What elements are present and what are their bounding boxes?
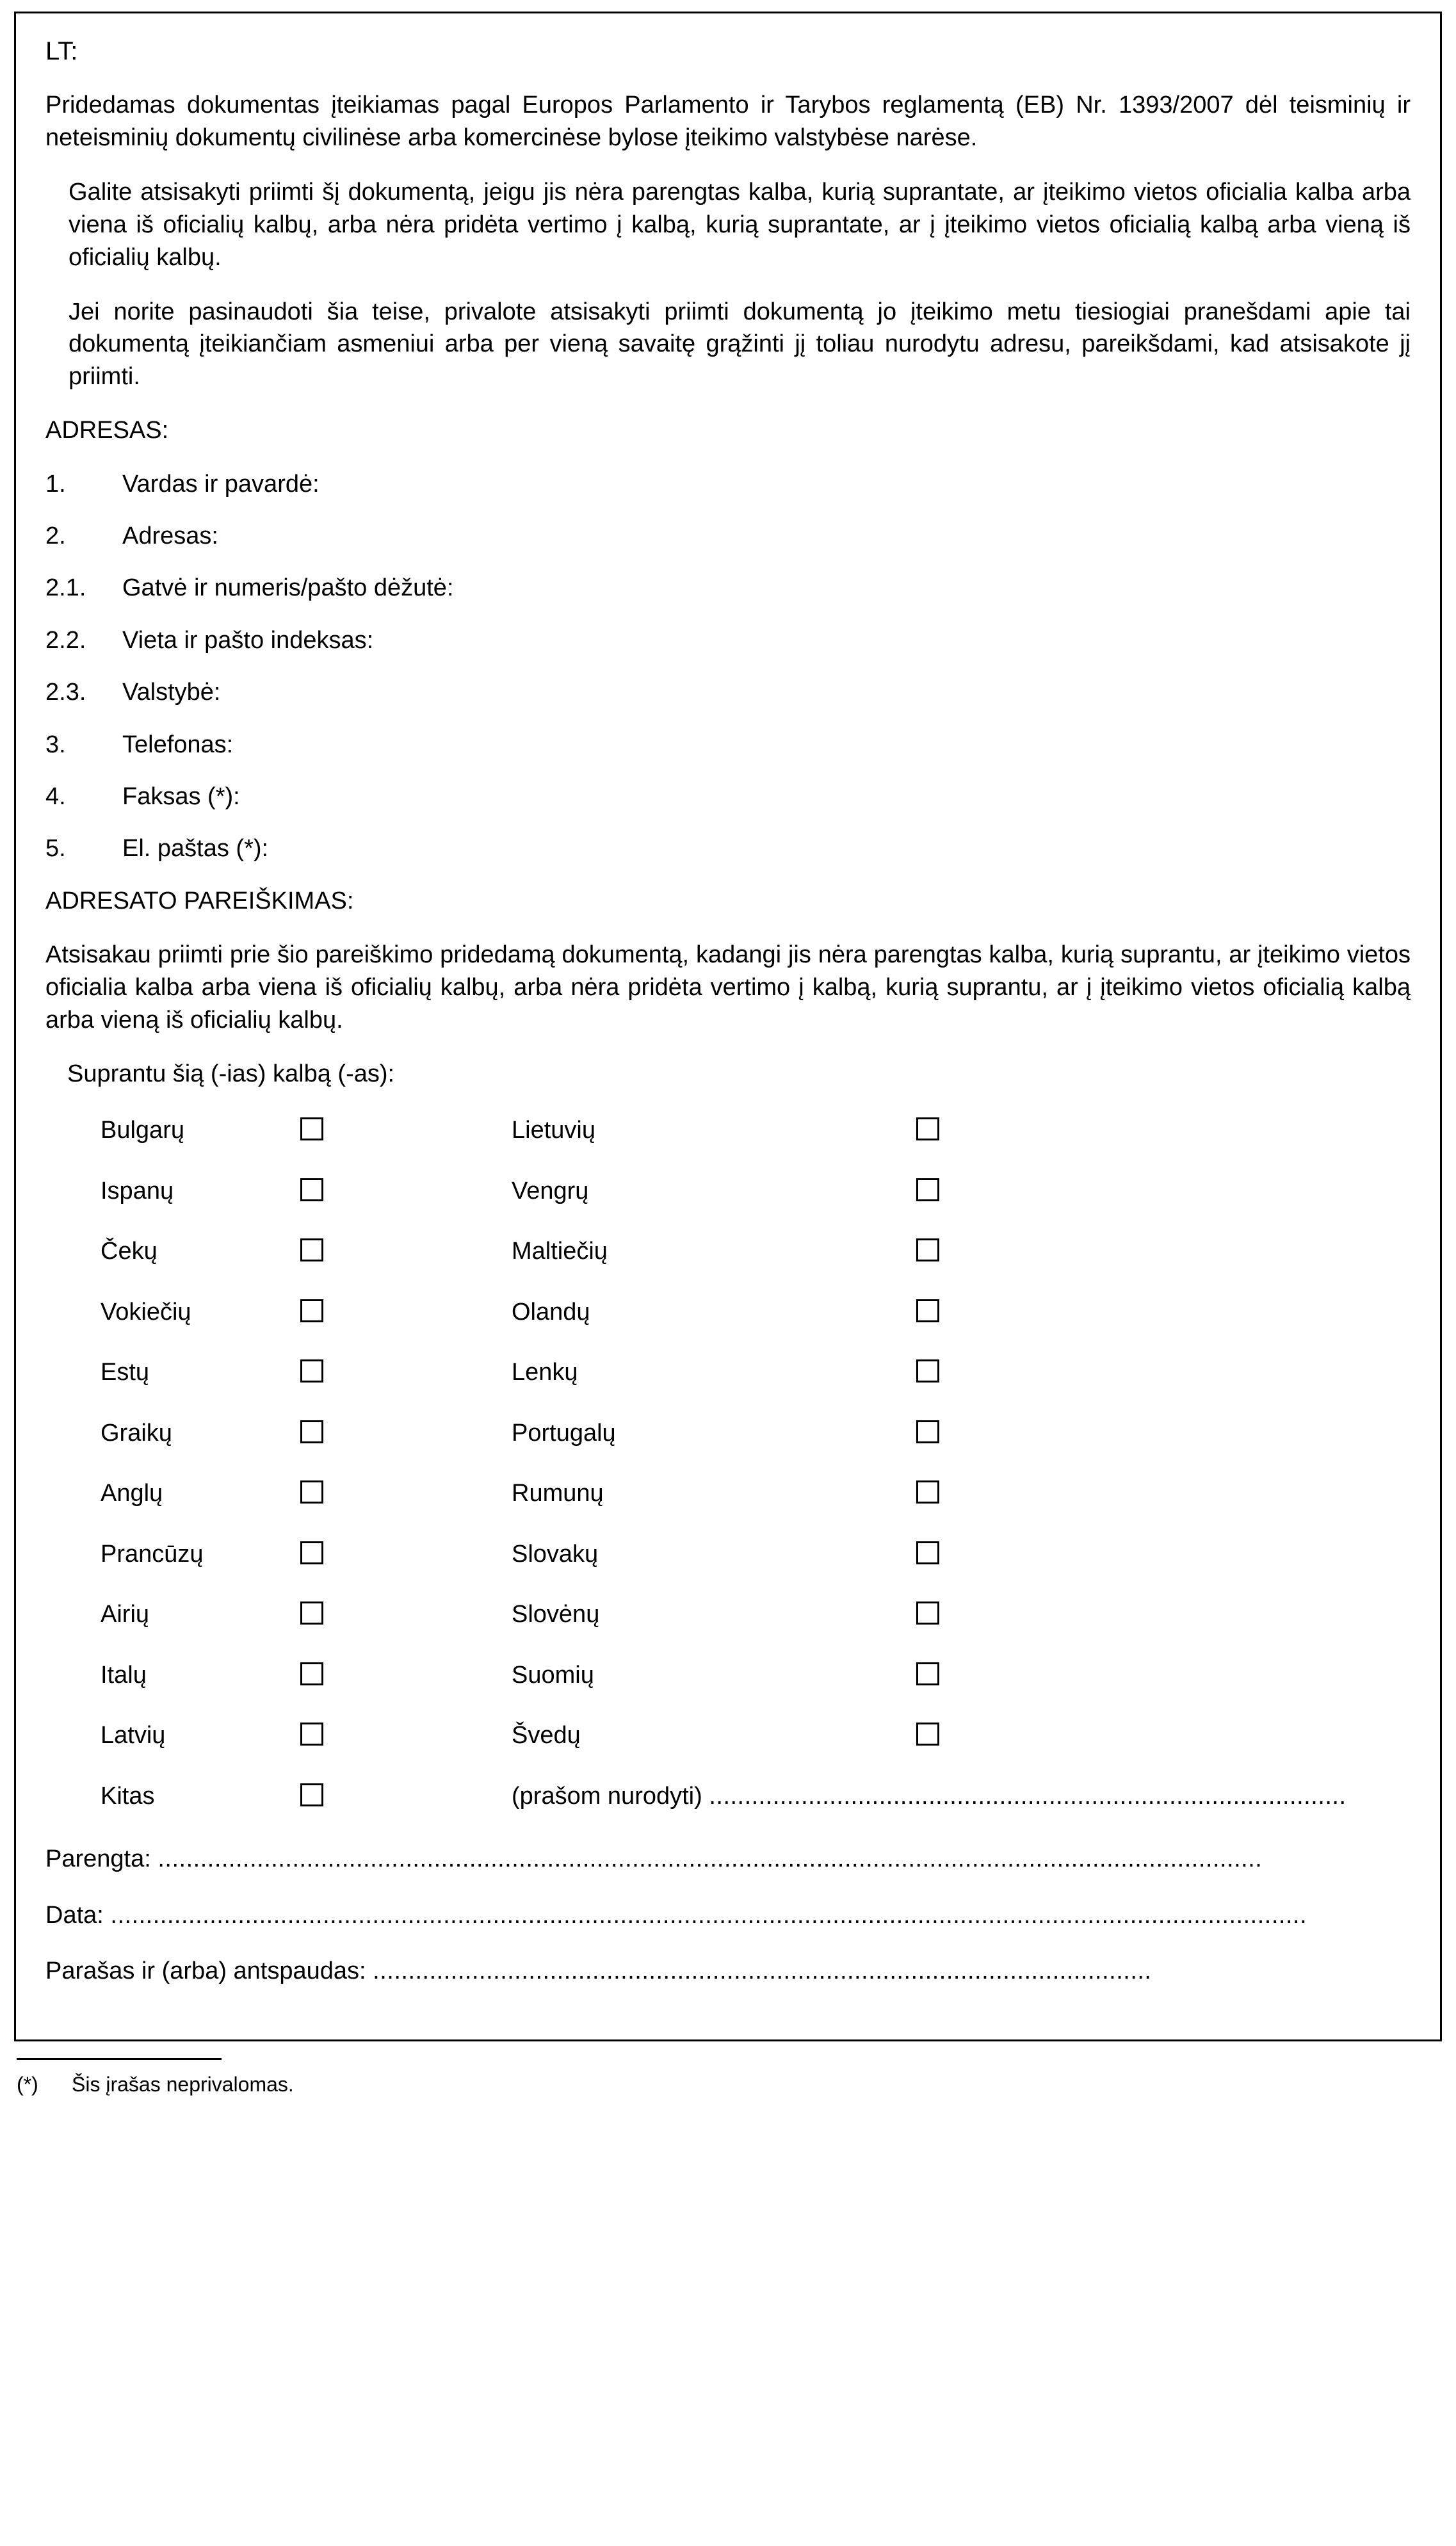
other-language-label: Kitas xyxy=(101,1782,155,1810)
address-item-1 xyxy=(45,469,1411,500)
footnote-divider xyxy=(17,2058,222,2060)
checkbox-icon[interactable] xyxy=(300,1359,323,1382)
checkbox-icon[interactable] xyxy=(300,1238,323,1261)
checkbox-icon[interactable] xyxy=(916,1480,939,1504)
language-label-left: Estų xyxy=(101,1359,150,1386)
language-row xyxy=(101,1358,1347,1418)
address-item-number: 2.3. xyxy=(45,679,86,706)
checkbox-icon[interactable] xyxy=(300,1723,323,1746)
language-label-left: Latvių xyxy=(101,1722,166,1749)
language-checkbox-right-cell[interactable] xyxy=(909,1115,1347,1176)
signature-field[interactable] xyxy=(45,1956,1411,1987)
date-dots[interactable]: ......................................................................................................................................................................... xyxy=(110,1901,1307,1929)
footnote-area xyxy=(14,2058,1442,2098)
address-item-number: 5. xyxy=(45,835,66,863)
language-label-left: Graikų xyxy=(101,1419,172,1447)
language-checkbox-right-cell[interactable] xyxy=(909,1539,1347,1600)
checkbox-icon[interactable] xyxy=(916,1117,939,1140)
address-item-number: 2.2. xyxy=(45,626,86,654)
refusal-paragraph: Galite atsisakyti priimti šį dokumentą, jeigu jis nėra parengtas kalba, kurią suprantate, ar įteikimo vietos oficialia kalba arba viena iš oficialių kalbų, arba nėra pridėta vertimo į kalbą, kurią suprantate, ar į įteikimo vietos oficialią kalbą arba vieną iš oficialių kalbų. xyxy=(69,178,1411,271)
language-checkbox-right-cell[interactable] xyxy=(909,1600,1347,1660)
language-checkbox-right-cell[interactable] xyxy=(909,1660,1347,1721)
address-item-2 xyxy=(45,521,1411,552)
language-row xyxy=(101,1600,1347,1660)
language-checkbox-left-cell[interactable] xyxy=(293,1660,512,1721)
language-label-right: Portugalų xyxy=(512,1419,616,1447)
checkbox-icon[interactable] xyxy=(300,1601,323,1625)
checkbox-icon[interactable] xyxy=(300,1541,323,1564)
prepared-field[interactable] xyxy=(45,1844,1411,1875)
language-row xyxy=(101,1539,1347,1600)
address-item-label: Valstybė: xyxy=(122,679,221,706)
language-checkbox-left-cell[interactable] xyxy=(293,1358,512,1418)
signature-label: Parašas ir (arba) antspaudas: xyxy=(45,1958,366,1985)
declaration-paragraph: Atsisakau priimti prie šio pareiškimo pridedamą dokumentą, kadangi jis nėra parengtas kalba, kurią suprantu, ar įteikimo vietos oficialia kalba arba viena iš oficialių kalbų, arba nėra pridėta vertimo į kalbą, kurią suprantu, ar į įteikimo vietos oficialią kalbą arba vieną iš oficialių kalbų. xyxy=(45,941,1411,1034)
checkbox-icon[interactable] xyxy=(916,1541,939,1564)
language-label-right: Slovėnų xyxy=(512,1601,600,1628)
language-checkbox-right-cell[interactable] xyxy=(909,1237,1347,1297)
language-row xyxy=(101,1721,1347,1781)
date-field[interactable] xyxy=(45,1900,1411,1931)
language-checkbox-left-cell[interactable] xyxy=(293,1237,512,1297)
checkbox-icon[interactable] xyxy=(300,1420,323,1443)
checkbox-icon[interactable] xyxy=(300,1117,323,1140)
language-label-left: Bulgarų xyxy=(101,1117,184,1144)
language-row xyxy=(101,1176,1347,1237)
language-checkbox-left-cell[interactable] xyxy=(293,1176,512,1237)
language-label-right: Švedų xyxy=(512,1722,581,1749)
language-label-left: Vokiečių xyxy=(101,1298,191,1326)
language-row xyxy=(101,1418,1347,1479)
language-label-right: Suomių xyxy=(512,1661,594,1689)
prepared-label: Parengta: xyxy=(45,1845,151,1873)
address-item-3 xyxy=(45,729,1411,761)
address-item-label: Vardas ir pavardė: xyxy=(122,470,320,498)
language-label-left: Anglų xyxy=(101,1480,163,1507)
language-checkbox-left-cell[interactable] xyxy=(293,1297,512,1358)
prepared-dots[interactable]: ............................................................................................................................................................ xyxy=(158,1845,1263,1873)
other-language-specify-cell[interactable] xyxy=(512,1781,1347,1819)
form-border-box xyxy=(14,12,1442,2041)
checkbox-icon[interactable] xyxy=(916,1238,939,1261)
language-checkbox-right-cell[interactable] xyxy=(909,1176,1347,1237)
declaration-title: ADRESATO PAREIŠKIMAS: xyxy=(45,887,354,914)
checkbox-icon[interactable] xyxy=(916,1662,939,1685)
address-item-number: 3. xyxy=(45,731,66,758)
language-checkbox-left-cell[interactable] xyxy=(293,1115,512,1176)
language-checkbox-right-cell[interactable] xyxy=(909,1721,1347,1781)
intro-paragraph: Pridedamas dokumentas įteikiamas pagal Europos Parlamento ir Tarybos reglamentą (EB) Nr. 1393/2007 dėl teisminių ir neteisminių dokumentų civilinėse arba komercinėse bylose įteikimo valstybėse narėse. xyxy=(45,92,1411,151)
address-item-5 xyxy=(45,833,1411,864)
address-item-2-2 xyxy=(45,625,1411,656)
address-fields-list xyxy=(45,469,1411,865)
language-label-right: Lietuvių xyxy=(512,1117,595,1144)
address-item-number: 4. xyxy=(45,782,66,810)
address-item-label: Telefonas: xyxy=(122,731,234,758)
checkbox-icon[interactable] xyxy=(300,1662,323,1685)
language-checkbox-left-cell[interactable] xyxy=(293,1418,512,1479)
checkbox-icon[interactable] xyxy=(916,1723,939,1746)
address-item-4 xyxy=(45,781,1411,813)
other-language-row xyxy=(101,1781,1347,1819)
language-label-left: Čekų xyxy=(101,1238,158,1265)
language-row xyxy=(101,1237,1347,1297)
language-row xyxy=(101,1115,1347,1176)
other-specify-label: (prašom nurodyti) xyxy=(512,1782,702,1810)
language-checkbox-right-cell[interactable] xyxy=(909,1418,1347,1479)
language-label-left: Prancūzų xyxy=(101,1540,204,1568)
date-label: Data: xyxy=(45,1901,104,1929)
language-label-right: Lenkų xyxy=(512,1359,578,1386)
language-row xyxy=(101,1479,1347,1539)
language-checkbox-left-cell[interactable] xyxy=(293,1600,512,1660)
footnote-text: Šis įrašas neprivalomas. xyxy=(72,2073,294,2096)
language-checkbox-right-cell[interactable] xyxy=(909,1479,1347,1539)
language-checkbox-left-cell[interactable] xyxy=(293,1539,512,1600)
address-item-label: Gatvė ir numeris/pašto dėžutė: xyxy=(122,574,454,602)
language-code: LT: xyxy=(45,37,78,65)
language-label-right: Rumunų xyxy=(512,1480,604,1507)
language-label-right: Olandų xyxy=(512,1298,590,1326)
other-language-checkbox-cell[interactable] xyxy=(293,1781,512,1819)
language-row xyxy=(101,1660,1347,1721)
checkbox-icon[interactable] xyxy=(916,1420,939,1443)
language-checkbox-left-cell[interactable] xyxy=(293,1721,512,1781)
language-label-left: Airių xyxy=(101,1601,150,1628)
address-item-number: 1. xyxy=(45,470,66,498)
footnote xyxy=(17,2072,1442,2098)
language-checkbox-grid xyxy=(101,1115,1347,1818)
checkbox-icon[interactable] xyxy=(916,1601,939,1625)
checkbox-icon[interactable] xyxy=(300,1783,323,1806)
address-item-number: 2.1. xyxy=(45,574,86,602)
language-label-left: Italų xyxy=(101,1661,147,1689)
address-item-2-1 xyxy=(45,572,1411,604)
address-item-label: Adresas: xyxy=(122,523,218,550)
checkbox-icon[interactable] xyxy=(300,1299,323,1322)
language-label-left: Ispanų xyxy=(101,1177,174,1204)
language-checkbox-left-cell[interactable] xyxy=(293,1479,512,1539)
language-label-right: Maltiečių xyxy=(512,1238,608,1265)
language-checkbox-right-cell[interactable] xyxy=(909,1358,1347,1418)
address-item-label: Vieta ir pašto indeksas: xyxy=(122,626,374,654)
language-row xyxy=(101,1297,1347,1358)
signature-fields xyxy=(45,1844,1411,1987)
other-specify-dots[interactable]: .......................................................................................... xyxy=(709,1782,1347,1810)
signature-dots[interactable]: .............................................................................................................. xyxy=(373,1958,1152,1985)
checkbox-icon[interactable] xyxy=(916,1359,939,1382)
checkbox-icon[interactable] xyxy=(916,1299,939,1322)
address-item-label: Faksas (*): xyxy=(122,782,240,810)
checkbox-icon[interactable] xyxy=(916,1178,939,1201)
language-label-right: Slovakų xyxy=(512,1540,599,1568)
language-label-right: Vengrų xyxy=(512,1177,589,1204)
understand-label: Suprantu šią (-ias) kalbą (-as): xyxy=(67,1060,395,1087)
address-item-2-3 xyxy=(45,677,1411,708)
language-checkbox-right-cell[interactable] xyxy=(909,1297,1347,1358)
address-item-number: 2. xyxy=(45,523,66,550)
checkbox-icon[interactable] xyxy=(300,1178,323,1201)
footnote-marker: (*) xyxy=(17,2073,38,2096)
address-label: ADRESAS: xyxy=(45,417,169,444)
address-item-label: El. paštas (*): xyxy=(122,835,269,863)
procedure-paragraph: Jei norite pasinaudoti šia teise, privalote atsisakyti priimti dokumentą jo įteikimo metu tiesiogiai pranešdami apie tai dokumentą įteikiančiam asmeniui arba per vieną savaitę grąžinti jį toliau nurodytu adresu, pareikšdami, kad atsisakote jį priimti. xyxy=(69,298,1411,391)
checkbox-icon[interactable] xyxy=(300,1480,323,1504)
